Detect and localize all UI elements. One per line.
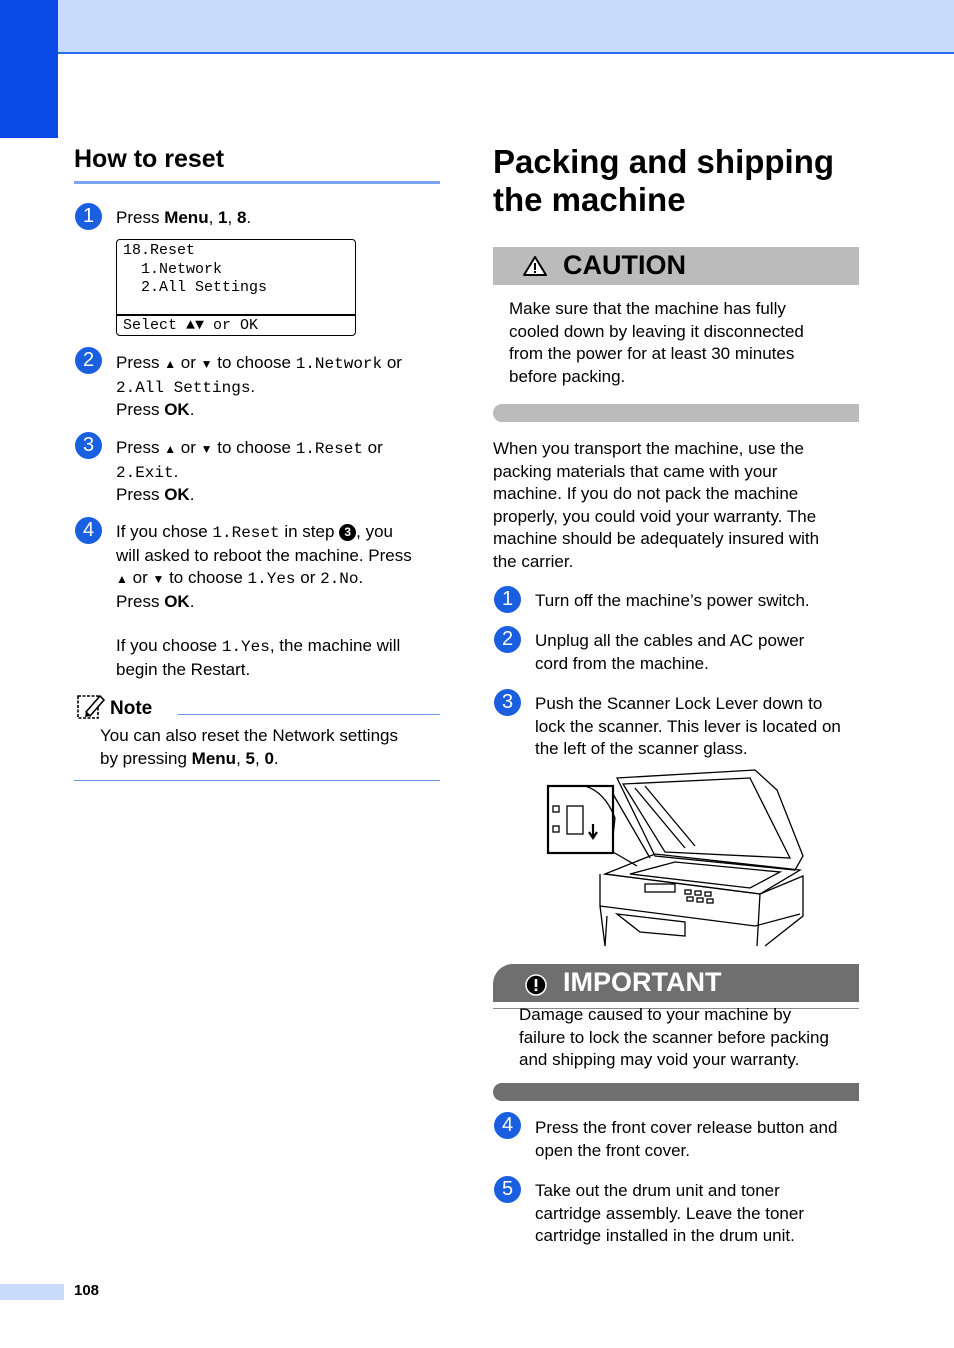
caution-header [493, 247, 859, 285]
header-band [0, 0, 954, 54]
step-r3-text: Push the Scanner Lock Lever down to lock the scanner. This lever is located on the left of the scanner glass. [535, 694, 841, 758]
caution-title: CAUTION [563, 250, 686, 280]
lcd-display [116, 239, 356, 336]
step-number-3: 3 [75, 432, 102, 459]
up-arrow-icon: ▲ [164, 442, 177, 456]
note-icon [76, 692, 106, 720]
lcd-line-3: 2.All Settings [123, 279, 268, 296]
step-3-text: Press ▲ or ▼ to choose 1.Reset or 2.Exit. Press OK. [116, 438, 383, 504]
section-heading-how-to-reset: How to reset [74, 145, 225, 173]
up-arrow-icon: ▲ [164, 357, 177, 371]
note-title: Note [110, 698, 153, 719]
step-r2-text: Unplug all the cables and AC power cord from the machine. [535, 631, 805, 673]
page-number: 108 [74, 1282, 100, 1299]
warning-triangle-icon [523, 255, 547, 277]
exclamation-icon [525, 974, 547, 996]
down-arrow-icon: ▼ [200, 357, 213, 371]
step-number-r2: 2 [494, 626, 521, 653]
caution-text: Make sure that the machine has fully cooled down by leaving it disconnected from the power for at least 30 minutes before packing. [509, 299, 804, 386]
step-1-text: Press Menu, 1, 8. [116, 208, 252, 227]
intro-paragraph: When you transport the machine, use the packing materials that came with your machine. If you do not pack the machine properly, you could void your warranty. The machine should be adequately insured with the carrier. [493, 439, 820, 571]
note-title-rule [178, 714, 440, 715]
lcd-footer: Select ▲▼ or OK [123, 317, 259, 334]
step-4-text: If you chose 1.Reset in step 3 , you will asked to reboot the machine. Press ▲ or ▼ to choose 1.Yes or 2.No. Press OK. If you choose 1.Yes, the machine will begin the Restart. [116, 522, 412, 679]
note-text: You can also reset the Network settings by pressing Menu, 5, 0. [100, 726, 398, 768]
important-header [493, 964, 859, 1002]
step-2-text: Press ▲ or ▼ to choose 1.Network or 2.All Settings. Press OK. [116, 353, 402, 419]
step-number-4: 4 [75, 517, 102, 544]
step-r1-text: Turn off the machine’s power switch. [535, 591, 810, 610]
page-title: Packing and shipping the machine [493, 143, 835, 218]
step-ref-3: 3 [339, 524, 356, 541]
caution-footer-bar [493, 404, 859, 422]
important-title: IMPORTANT [563, 967, 722, 997]
step-number-r3: 3 [494, 689, 521, 716]
lcd-line-2: 1.Network [123, 261, 223, 278]
step-r4-text: Press the front cover release button and open the front cover. [535, 1118, 838, 1160]
important-text: Damage caused to your machine by failure to lock the scanner before packing and shipping may void your warranty. [519, 1005, 829, 1069]
step-number-r4: 4 [494, 1112, 521, 1139]
step-number-r5: 5 [494, 1176, 521, 1203]
chapter-tab [0, 0, 58, 138]
important-footer-bar [493, 1083, 859, 1101]
down-arrow-icon: ▼ [152, 572, 165, 586]
note-bottom-rule [74, 780, 440, 781]
scanner-lock-illustration [545, 766, 807, 948]
heading-rule [74, 181, 440, 184]
lcd-line-1: 18.Reset [123, 242, 196, 259]
step-number-1: 1 [75, 203, 102, 230]
page-number-tab [0, 1284, 64, 1300]
down-arrow-icon: ▼ [200, 442, 213, 456]
up-arrow-icon: ▲ [116, 572, 128, 586]
step-number-2: 2 [75, 347, 102, 374]
step-r5-text: Take out the drum unit and toner cartridge assembly. Leave the toner cartridge installed in the drum unit. [535, 1181, 804, 1245]
step-number-r1: 1 [494, 586, 521, 613]
